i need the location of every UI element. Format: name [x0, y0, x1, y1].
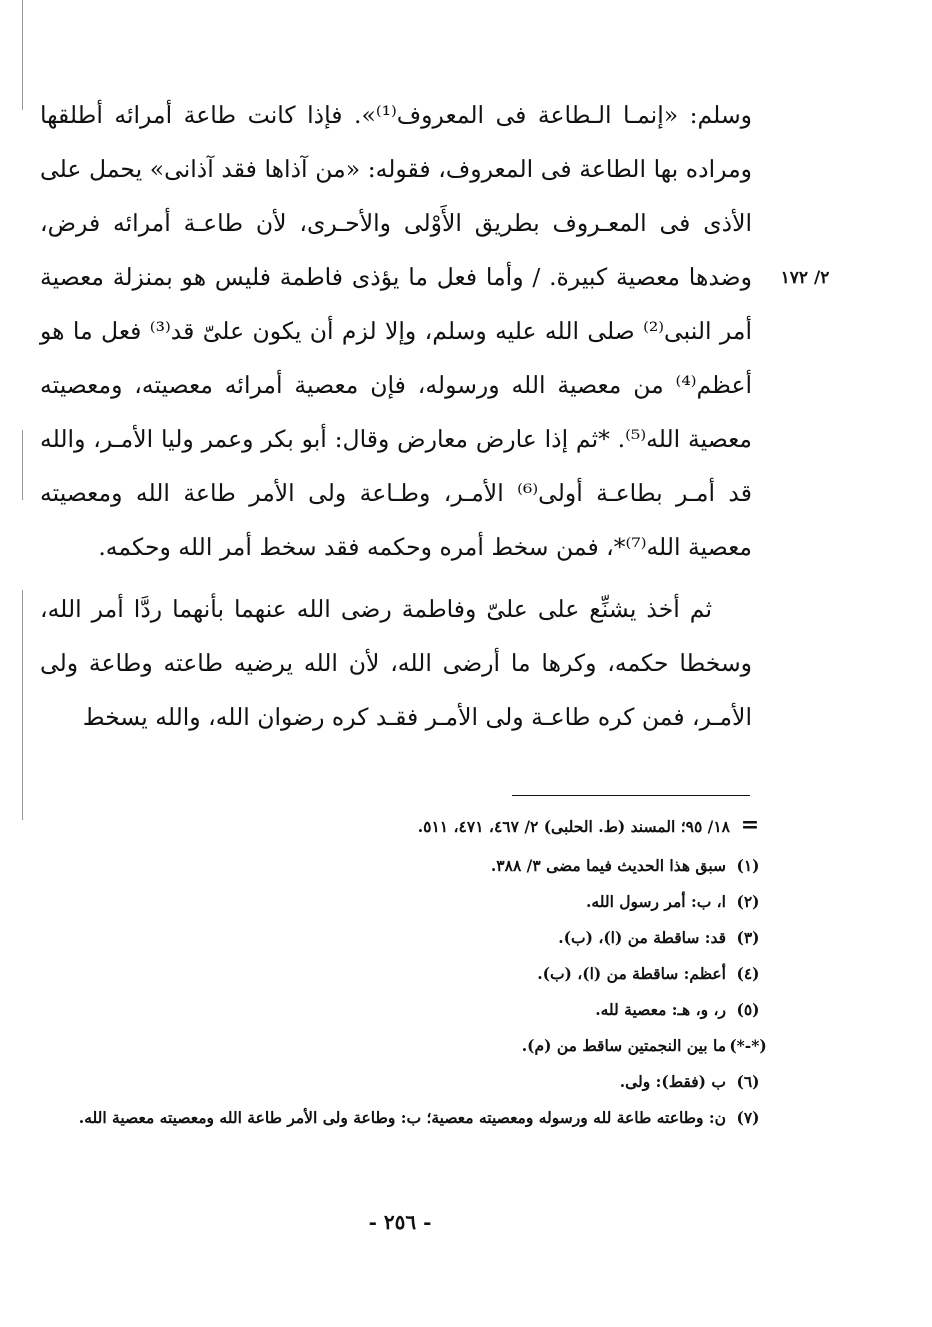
footnote-text: ن: وطاعته طاعة لله ورسوله ومعصيته معصية؛ ب: وطاعة ولى الأمر طاعة الله ومعصيته معصية الله.	[78, 1108, 726, 1127]
main-text	[40, 88, 752, 744]
margin-reference: ۲/ ۱۷۲	[780, 268, 830, 288]
footnote-number: (١)	[736, 856, 760, 875]
footnote-text: سبق هذا الحديث فيما مضى ٣/ ٣٨٨.	[490, 856, 726, 875]
footnote	[40, 884, 770, 920]
footnote-number: (٧)	[736, 1108, 760, 1127]
footnote-number: (٤)	[736, 964, 760, 983]
scan-edge-line	[22, 0, 23, 110]
footnote	[40, 848, 770, 884]
footnote-continuation	[40, 812, 770, 848]
footnote-text: قد: ساقطة من (ا)، (ب).	[558, 928, 726, 947]
footnote-text: ما بين النجمتين ساقط من (م).	[521, 1036, 726, 1055]
footnote-number: (٣)	[736, 928, 760, 947]
footnote-number: (٥)	[736, 1000, 760, 1019]
footnote	[40, 1028, 770, 1064]
footnote-separator	[512, 795, 750, 796]
footnote	[40, 992, 770, 1028]
footnotes	[40, 812, 770, 1136]
paragraph: وسلم: «إنمـا الـطاعة فى المعروف⁽¹⁾». فإذا كانت طاعة أمرائه أطلقها ومراده بها الطاعة فى المعروف، فقوله: «من آذاها فقد آذانى» يحمل على الأذى فى المعـروف بطريق الأَوْلى والأحـرى، لأن طاعـة أمرائه فرض، وضدها معصية كبيرة. / وأما فعل ما يؤذى فاطمة فليس هو بمنزلة معصية أمر النبى⁽²⁾ صلى الله عليه وسلم، وإلا لزم أن يكون علىّ قد⁽³⁾ فعل ما هو أعظم⁽⁴⁾ من معصية الله ورسوله، فإن معصية أمرائه معصيته، ومعصيته معصية الله⁽⁵⁾. *ثم إذا عارض معارض وقال: أبو بكر وعمر وليا الأمـر، والله قد أمـر بطاعـة أولى⁽⁶⁾ الأمـر، وطـاعة ولى الأمر طاعة الله ومعصيته معصية الله⁽⁷⁾*، فمن سخط أمره وحكمه فقد سخط أمر الله وحكمه.	[40, 101, 753, 561]
footnote-text: ر، و، هـ: معصية لله.	[595, 1000, 726, 1019]
scan-edge-line	[22, 590, 23, 820]
footnote	[40, 1064, 770, 1100]
footnote-number: (*-*)	[729, 1036, 767, 1055]
paragraph: ثم أخذ يشنِّع على علىّ وفاطمة رضى الله عنهما بأنهما ردَّا أمر الله، وسخطا حكمه، وكرها ما أرضى الله، لأن الله يرضيه طاعته وطاعة ولى الأمـر، فمن كره طاعـة ولى الأمـر فقـد كره رضوان الله، والله يسخط	[40, 595, 752, 731]
footnote	[40, 956, 770, 992]
footnote-number: (٦)	[736, 1072, 760, 1091]
footnote-text: أعظم: ساقطة من (ا)، (ب).	[537, 964, 726, 983]
footnote-text: ا، ب: أمر رسول الله.	[586, 892, 726, 911]
page-number: - ٢٥٦ -	[368, 1210, 432, 1234]
footnote-number: (٢)	[736, 892, 760, 911]
continuation-marker: =	[740, 812, 760, 838]
footnote-text: ب (فقط): ولى.	[619, 1072, 726, 1091]
scan-edge-line	[22, 430, 23, 500]
continuation-text: ١٨/ ٩٥؛ المسند (ط. الحلبى) ٢/ ٤٦٧، ٤٧١، ٥١١.	[417, 817, 730, 836]
footnote	[40, 1100, 770, 1136]
footnote	[40, 920, 770, 956]
